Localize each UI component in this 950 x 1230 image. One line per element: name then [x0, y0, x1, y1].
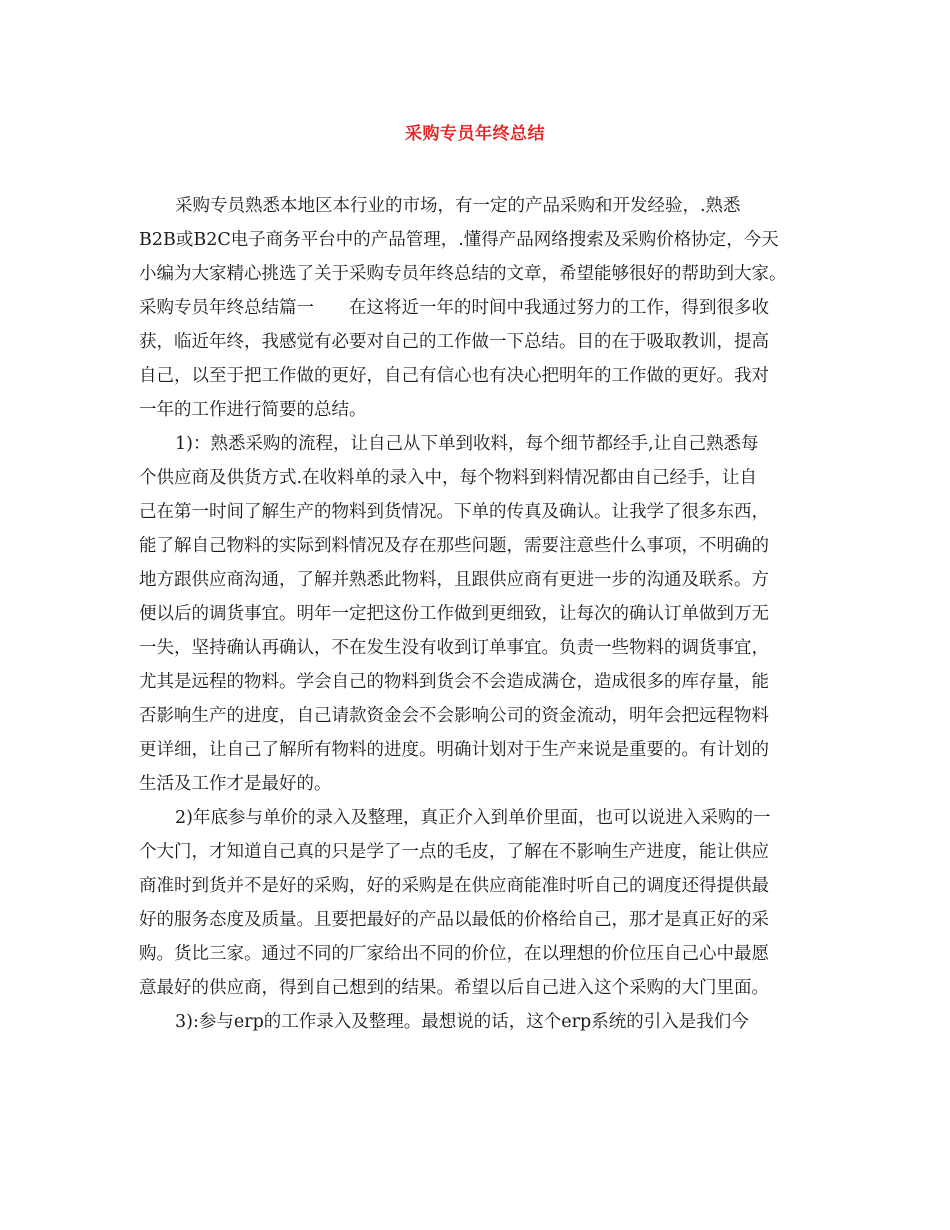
- text-line: 地方跟供应商沟通，了解并熟悉此物料，且跟供应商有更进一步的沟通及联系。方: [139, 570, 769, 590]
- text-line: 1)：熟悉采购的流程，让自己从下单到收料，每个细节都经手,让自己熟悉每: [175, 434, 759, 454]
- text-line: 3):参与erp的工作录入及整理。最想说的话，这个erp系统的引入是我们今: [175, 1012, 749, 1032]
- text-line: 己在第一时间了解生产的物料到货情况。下单的传真及确认。让我学了很多东西，: [139, 502, 769, 522]
- text-line: B2B或B2C电子商务平台中的产品管理，.懂得产品网络搜索及采购价格协定，今天: [139, 230, 779, 250]
- text-line: 意最好的供应商，得到自己想到的结果。希望以后自己进入这个采购的大门里面。: [139, 978, 769, 998]
- text-line: 好的服务态度及质量。且要把最好的产品以最低的价格给自己，那才是真正好的采: [139, 910, 769, 930]
- text-line: 一失，坚持确认再确认，不在发生没有收到订单事宜。负责一些物料的调货事宜，: [139, 638, 769, 658]
- text-line: 能了解自己物料的实际到料情况及存在那些问题，需要注意些什么事项，不明确的: [139, 536, 769, 556]
- text-line: 个供应商及供货方式.在收料单的录入中，每个物料到料情况都由自己经手，让自: [139, 468, 758, 488]
- text-line: 2)年底参与单价的录入及整理，真正介入到单价里面，也可以说进入采购的一: [175, 808, 771, 828]
- text-line: 获，临近年终，我感觉有必要对自己的工作做一下总结。目的在于吸取教训，提高: [139, 332, 769, 352]
- text-line: 更详细，让自己了解所有物料的进度。明确计划对于生产来说是重要的。有计划的: [139, 740, 769, 760]
- text-line: 购。货比三家。通过不同的厂家给出不同的价位，在以理想的价位压自己心中最愿: [139, 944, 769, 964]
- text-line: 小编为大家精心挑选了关于采购专员年终总结的文章，希望能够很好的帮助到大家。: [139, 264, 787, 284]
- document-body: [139, 192, 815, 1042]
- text-line: 生活及工作才是最好的。: [139, 774, 332, 794]
- text-line: 自己，以至于把工作做的更好，自己有信心也有决心把明年的工作做的更好。我对: [139, 366, 769, 386]
- text-line: 个大门，才知道自己真的只是学了一点的毛皮，了解在不影响生产进度，能让供应: [139, 842, 769, 862]
- text-line: 一年的工作进行简要的总结。: [139, 400, 367, 420]
- text-line: 否影响生产的进度，自己请款资金会不会影响公司的资金流动，明年会把远程物料: [139, 706, 769, 726]
- text-line: 采购专员熟悉本地区本行业的市场，有一定的产品采购和开发经验，.熟悉: [175, 196, 741, 216]
- document-title: 采购专员年终总结: [405, 124, 545, 144]
- text-line: 尤其是远程的物料。学会自己的物料到货会不会造成满仓，造成很多的库存量，能: [139, 672, 769, 692]
- text-line: 商准时到货并不是好的采购，好的采购是在供应商能准时听自己的调度还得提供最: [139, 876, 769, 896]
- text-line: 采购专员年终总结篇一 在这将近一年的时间中我通过努力的工作，得到很多收: [139, 298, 769, 318]
- text-line: 便以后的调货事宜。明年一定把这份工作做到更细致，让每次的确认订单做到万无: [139, 604, 769, 624]
